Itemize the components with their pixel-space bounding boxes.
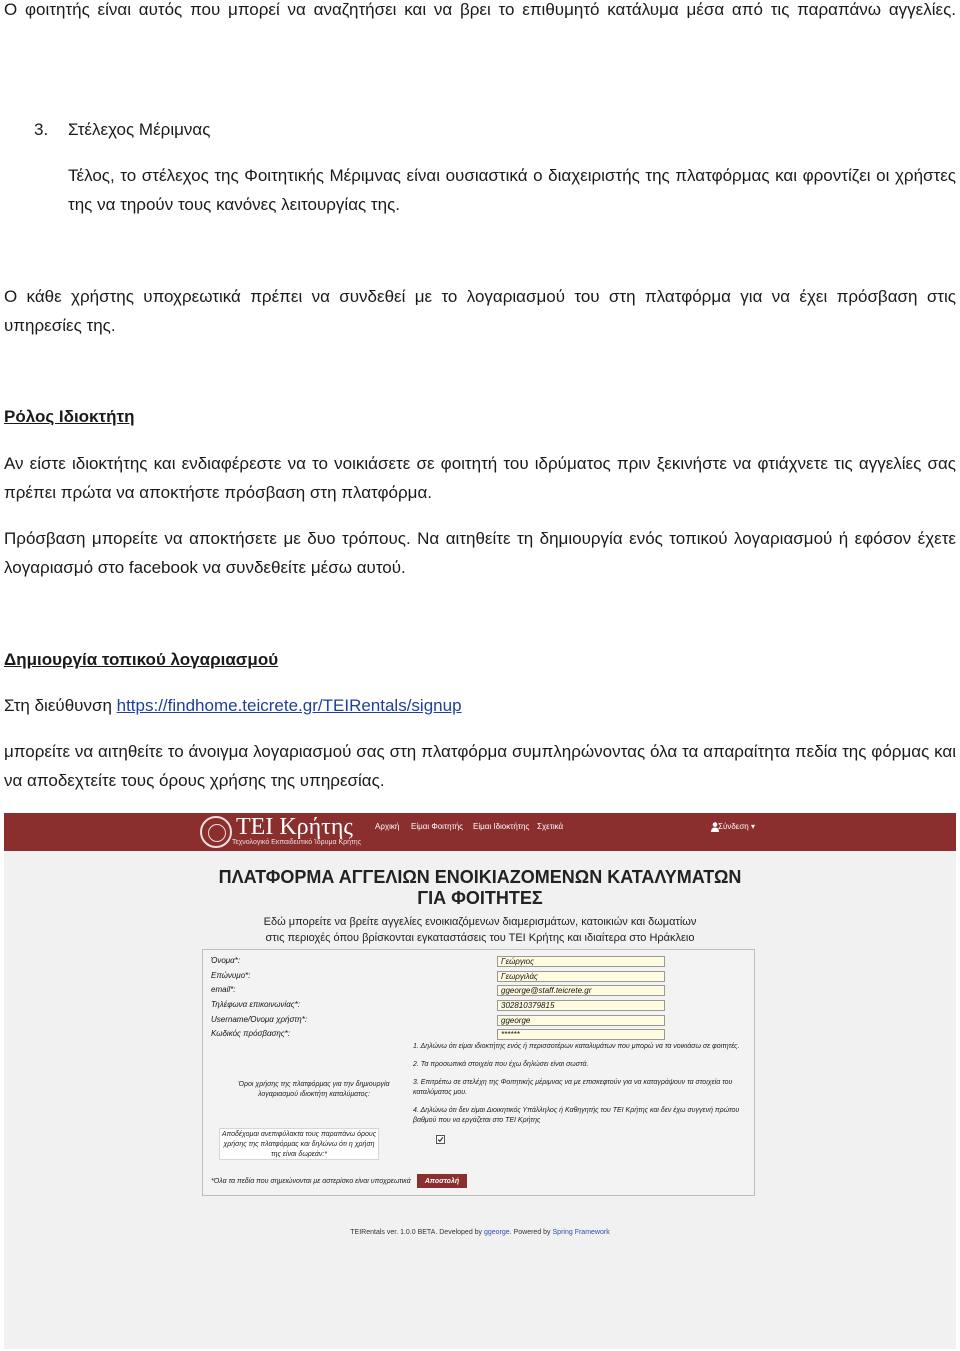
accept-terms-label: Αποδέχομαι ανεπιφύλακτα τους παραπάνω όρους χρήσης της πλατφόρμας και δηλώνω ότι η χρήση της είναι δωρεάν:* — [219, 1128, 379, 1160]
logo-subtitle: Τεχνολογικό Εκπαιδευτικό Ίδρυμα Κρήτης — [232, 839, 362, 846]
last-name-field[interactable] — [497, 971, 665, 982]
password-field[interactable] — [497, 1029, 665, 1040]
list-number: 3. — [34, 120, 49, 139]
first-name-field[interactable] — [497, 956, 665, 967]
platform-description-line1: Εδώ μπορείτε να βρείτε αγγελίες ενοικιαζόμενων διαμερισμάτων, κατοικιών και δωματίων — [263, 916, 697, 928]
list-title: Στέλεχος Μέριμνας — [68, 120, 211, 139]
staff-paragraph: Τέλος, το στέλεχος της Φοιτητικής Μέριμνας είναι ουσιαστικά ο διαχειριστής της πλατφόρμας και φροντίζει οι χρήστες της να τηρούν τους κανόνες λειτουργίας της. — [68, 166, 956, 214]
platform-description — [4, 914, 956, 946]
intro-paragraph: Ο φοιτητής είναι αυτός που μπορεί να αναζητήσει και να βρει το επιθυμητό κατάλυμα μέσα από τις παραπάνω αγγελίες. — [4, 0, 956, 19]
username-label: Username/Όνομα χρήστη*: — [211, 1015, 308, 1024]
term-item: 1. Δηλώνω ότι είμαι ιδιοκτήτης ενός ή περισσοτέρων καταλυμάτων που μπορώ να τα νοικιάσω σε φοιτητές. — [413, 1043, 740, 1050]
owner-paragraph: Αν είστε ιδιοκτήτης και ενδιαφέρεστε να το νοικιάσετε σε φοιτητή του ιδρύματος πριν ξεκινήστε να φτιάχνετε τις αγγελίες σας πρέπει πρώτα να αποκτήστε πρόσβαση στη πλατφόρμα. — [4, 454, 956, 502]
login-dropdown[interactable]: Σύνδεση ▾ — [718, 822, 755, 831]
platform-title-line1: ΠΛΑΤΦΟΡΜΑ ΑΓΓΕΛΙΩΝ ΕΝΟΙΚΙΑΖΟΜΕΝΩΝ ΚΑΤΑΛΥΜΑΤΩΝ — [218, 867, 742, 887]
signup-form — [202, 949, 755, 1196]
local-account-heading: Δημιουργία τοπικού λογαριασμού — [4, 650, 279, 669]
logo-title: ΤΕΙ Κρήτης — [236, 814, 353, 840]
term-item: 3. Επιτρέπω σε στελέχη της Φοιτητικής μέριμνας να με επισκεφτούν για να καταγράψουν τα στοιχεία του καταλύματος μου. — [413, 1079, 733, 1096]
last-name-label: Επώνυμο*: — [211, 971, 251, 980]
submit-button[interactable]: Αποστολή — [417, 1174, 467, 1188]
email-label: email*: — [211, 985, 236, 994]
top-navbar — [4, 813, 956, 851]
email-field[interactable] — [497, 985, 665, 996]
accept-terms-checkbox[interactable] — [436, 1135, 445, 1144]
password-label: Κωδικός πρόσβασης*: — [211, 1029, 290, 1038]
page-footer — [4, 1229, 956, 1236]
tei-emblem-icon — [200, 816, 232, 848]
signup-page-screenshot — [4, 813, 956, 1349]
footer-developer-link[interactable]: ggeorge — [484, 1229, 510, 1236]
first-name-label: Όνομα*: — [211, 956, 241, 965]
footer-spring-link[interactable]: Spring Framework — [552, 1229, 610, 1236]
signup-address-paragraph — [4, 691, 956, 720]
footer-version: TEIRentals ver. 1.0.0 BETA. Developed by — [350, 1229, 484, 1236]
access-methods-paragraph: Πρόσβαση μπορείτε να αποκτήσετε με δυο τρόπους. Να αιτηθείτε τη δημιουργία ενός τοπικού λογαριασμού ή εφόσον έχετε λογαριασμό στο facebook να συνδεθείτε μέσω αυτού. — [4, 529, 956, 577]
signup-link[interactable]: https://findhome.teicrete.gr/TEIRentals/signup — [116, 696, 462, 715]
required-fields-note: *Όλα τα πεδία που σημειώνονται με αστερίσκο είναι υποχρεωτικά — [211, 1178, 411, 1185]
platform-title-line2: ΓΙΑ ΦΟΙΤΗΤΕΣ — [417, 888, 543, 908]
platform-description-line2: στις περιοχές όπου βρίσκονται εγκαταστάσεις του ΤΕΙ Κρήτης και ιδιαίτερα στο Ηράκλειο — [265, 932, 695, 944]
login-required-paragraph: Ο κάθε χρήστης υποχρεωτικά πρέπει να συνδεθεί με το λογαριασμού του στη πλατφόρμα για να έχει πρόσβαση στις υπηρεσίες της. — [4, 287, 956, 335]
signup-prefix: Στη διεύθυνση — [4, 696, 117, 715]
nav-owner[interactable]: Είμαι Ιδιοκτήτης — [473, 822, 530, 831]
term-item: 4. Δηλώνω ότι δεν είμαι Διοικητικός Υπάλληλος ή Καθηγητής του ΤΕΙ Κρήτης και δεν έχω συγγενή πρώτου βαθμού που να εργάζεται στο ΤΕΙ Κρήτης — [413, 1107, 740, 1124]
terms-list — [413, 1042, 751, 1134]
platform-title — [4, 867, 956, 909]
nav-home[interactable]: Αρχική — [375, 822, 400, 831]
term-item: 2. Τα προσωπικά στοιχεία που έχω δηλώσει είναι σωστά. — [413, 1061, 589, 1068]
terms-label: Όροι χρήσης της πλατφόρμας για την δημιουργία λογαριασμού ιδιοκτήτη καταλύματος: — [238, 1081, 390, 1098]
nav-about[interactable]: Σχετικά — [537, 822, 564, 831]
phone-field[interactable] — [497, 1000, 665, 1011]
nav-student[interactable]: Είμαι Φοιτητής — [411, 822, 464, 831]
owner-role-heading: Ρόλος Ιδιοκτήτη — [4, 407, 135, 426]
footer-powered: . Powered by — [509, 1229, 553, 1236]
signup-instructions-paragraph: μπορείτε να αιτηθείτε το άνοιγμα λογαριασμού σας στη πλατφόρμα συμπληρώνοντας όλα τα απαραίτητα πεδία της φόρμας και να αποδεχτείτε τους όρους χρήσης της υπηρεσίας. — [4, 742, 956, 790]
username-field[interactable] — [497, 1015, 665, 1026]
phone-label: Τηλέφωνα επικοινωνίας*: — [211, 1000, 300, 1009]
